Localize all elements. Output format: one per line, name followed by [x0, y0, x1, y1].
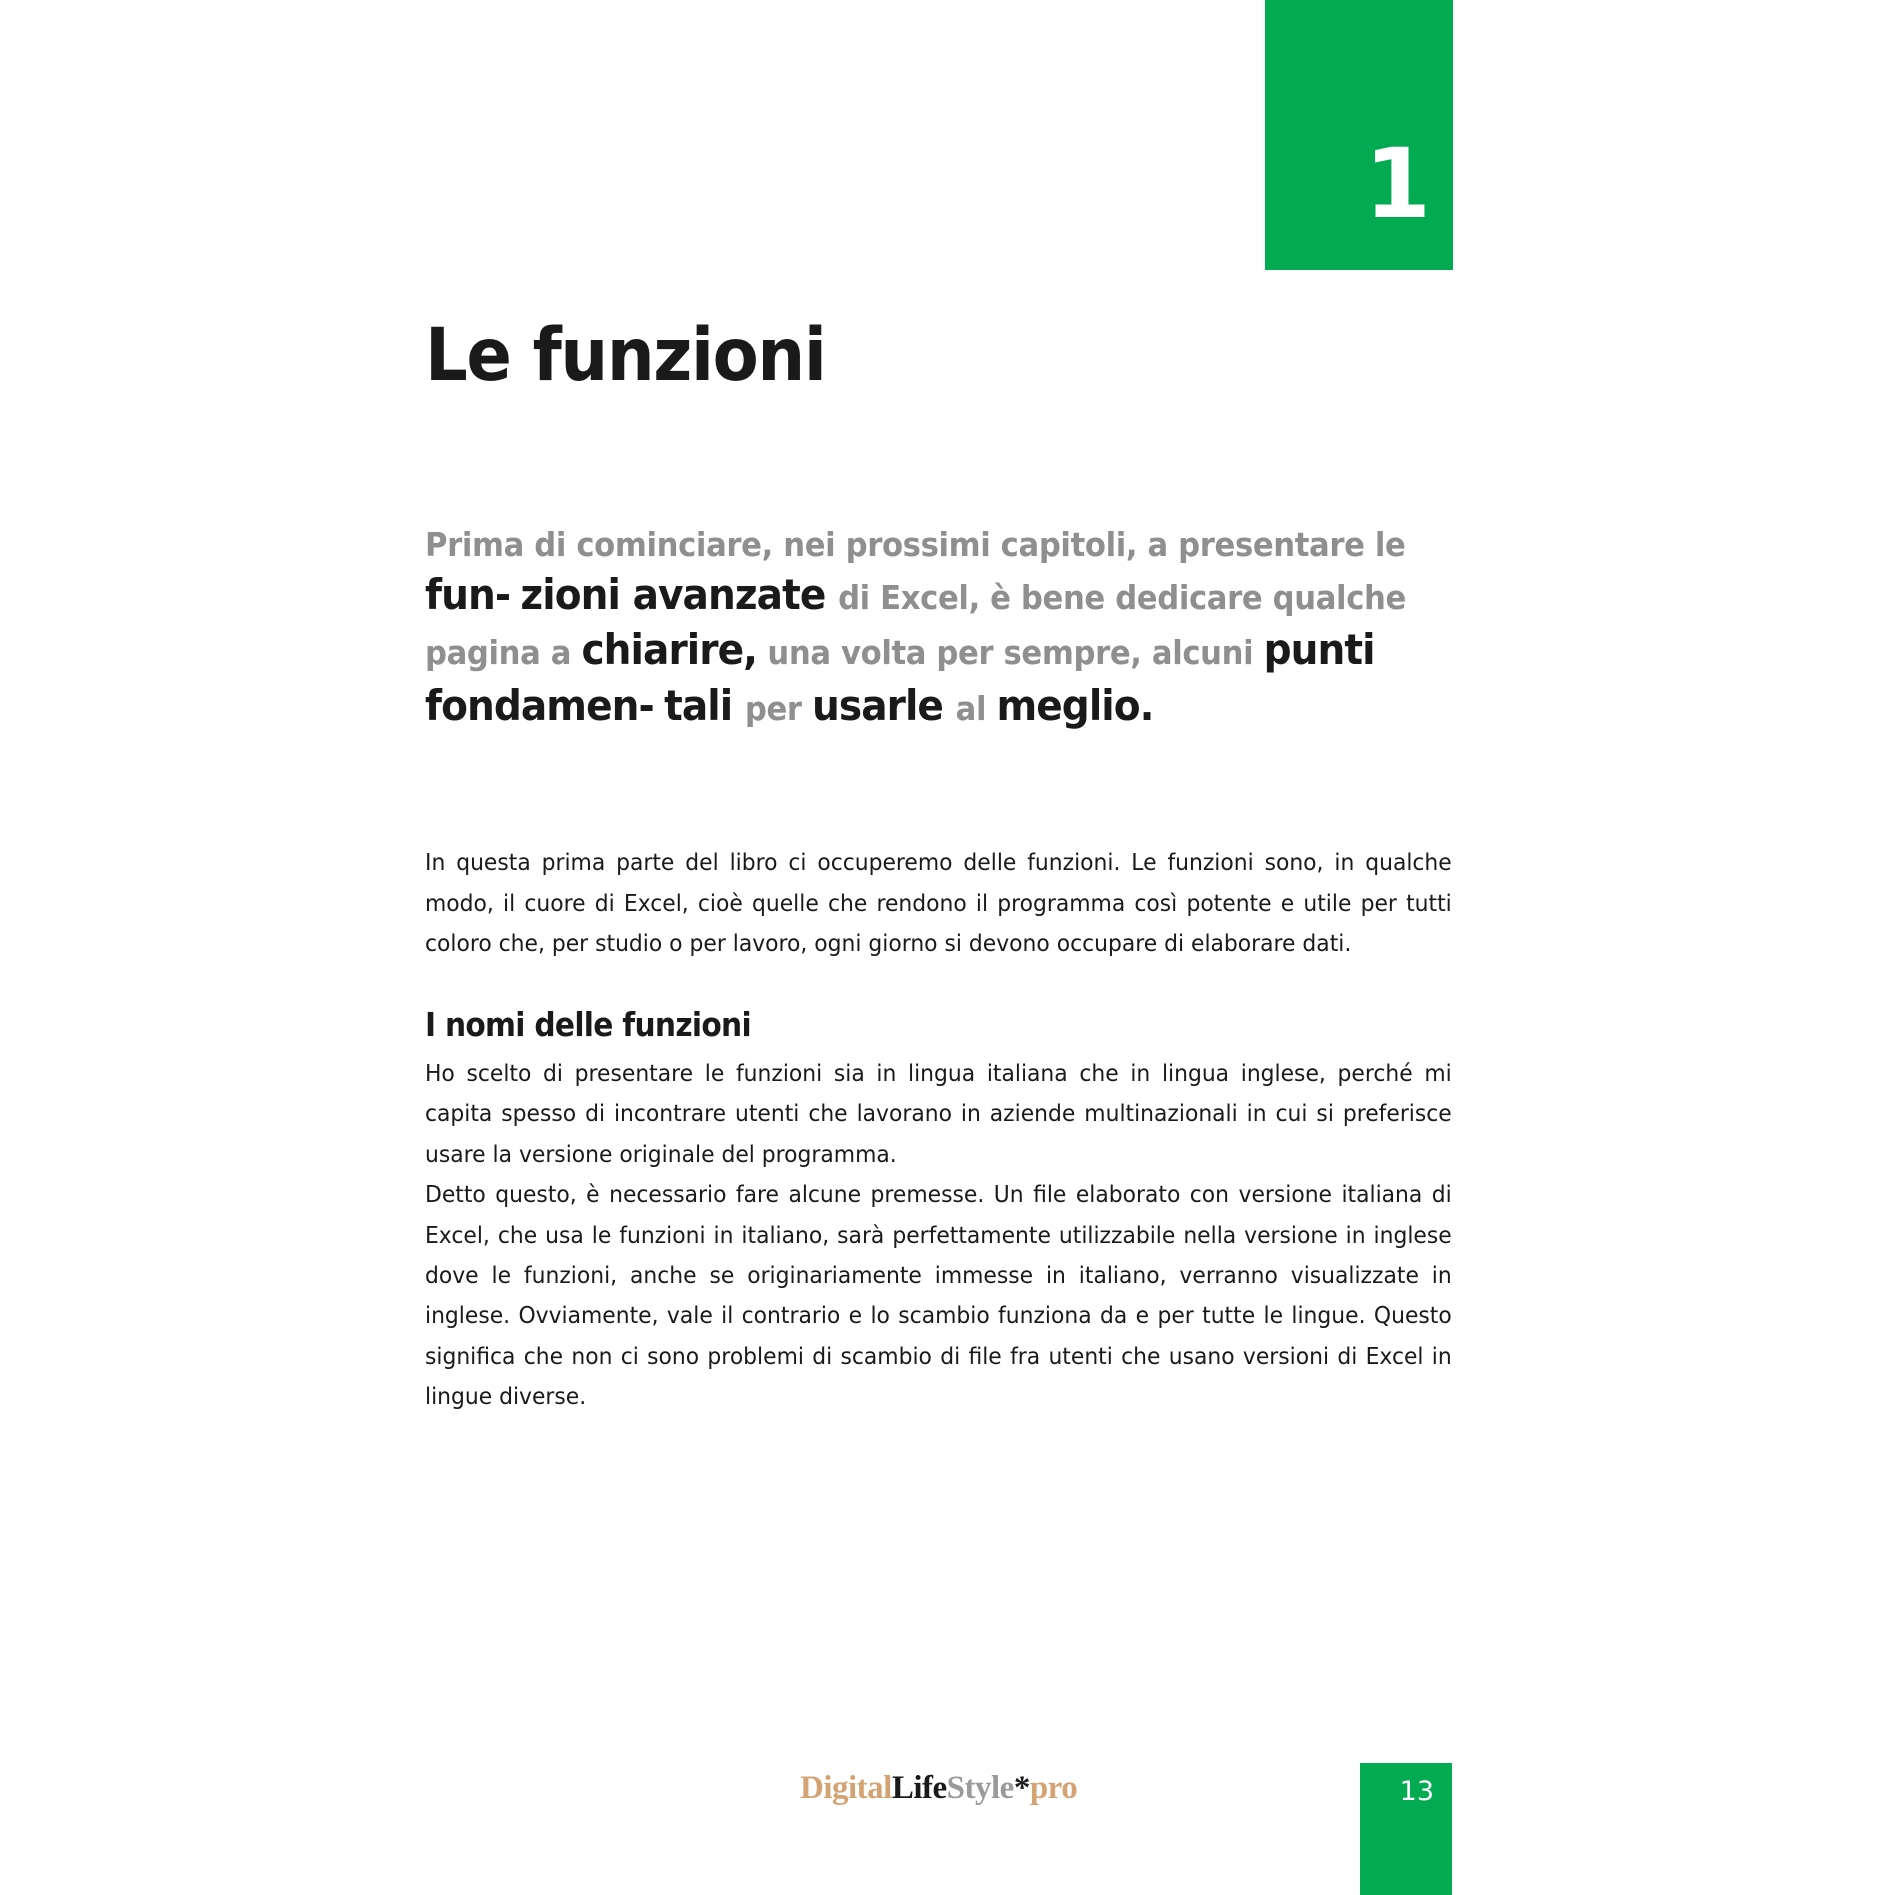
logo-word-life: Life	[891, 1770, 947, 1806]
intro-segment-lite-5: al	[955, 689, 997, 729]
page-number: 13	[1399, 1776, 1434, 1807]
intro-lead-paragraph	[425, 395, 1452, 734]
intro-segment-lite-1: Prima di cominciare, nei prossimi capitoli, a presentare le	[425, 524, 1406, 564]
intro-segment-lite-3: una volta per sempre, alcuni	[757, 633, 1264, 673]
intro-segment-strong-6: usarle	[811, 681, 956, 731]
intro-segment-strong-4: punti fondamen-	[425, 625, 1375, 731]
logo-word-digital: Digital	[800, 1770, 892, 1806]
intro-segment-lite-2: di Excel, è bene dedicare qualche pagina a	[425, 577, 1406, 673]
logo-word-style: Style	[946, 1770, 1014, 1806]
intro-segment-strong-3: chiarire,	[581, 625, 758, 675]
intro-segment-strong-7: meglio.	[996, 681, 1154, 731]
page-title: Le funzioni	[425, 313, 826, 398]
body-paragraph-1: In questa prima parte del libro ci occuperemo delle funzioni. Le funzioni sono, in qualche modo, il cuore di Excel, cioè quelle che rendono il programma così potente e utile per tutti coloro che, per studio o per lavoro, ogni giorno si devono occupare di elaborare dati.	[425, 848, 1452, 957]
body-paragraph-2: Ho scelto di presentare le funzioni sia in lingua italiana che in lingua inglese, perché mi capita spesso di incontrare utenti che lavorano in aziende multinazionali in cui si preferisce usare la versione originale del programma.	[425, 1058, 1452, 1168]
intro-segment-lite-4: per	[744, 689, 812, 729]
footer-logo	[800, 1772, 1077, 1805]
intro-segment-strong-2: zioni avanzate	[520, 569, 839, 619]
body-paragraph-3: Detto questo, è necessario fare alcune premesse. Un file elaborato con versione italiana di Excel, che usa le funzioni in italiano, sarà perfettamente utilizzabile nella versione in inglese dove le funzioni, anche se originariamente immesse in italiano, verranno visualizzate in inglese. Ovviamente, vale il contrario e lo scambio funziona da e per tutte le lingue. Questo significa che non ci sono problemi di scambio di file fra utenti che usano versioni di Excel in lingue diverse.	[425, 1180, 1452, 1411]
content-column	[425, 0, 1452, 1417]
intro-segment-strong-5: tali	[664, 681, 745, 731]
page-number-badge	[1360, 1763, 1452, 1895]
section-heading-nomi-delle-funzioni: I nomi delle funzioni	[425, 1005, 751, 1045]
chapter-number: 1	[1364, 128, 1429, 240]
intro-segment-strong-1: fun-	[425, 569, 511, 619]
logo-asterisk-icon: *	[1013, 1770, 1030, 1806]
logo-word-pro: pro	[1029, 1770, 1078, 1806]
